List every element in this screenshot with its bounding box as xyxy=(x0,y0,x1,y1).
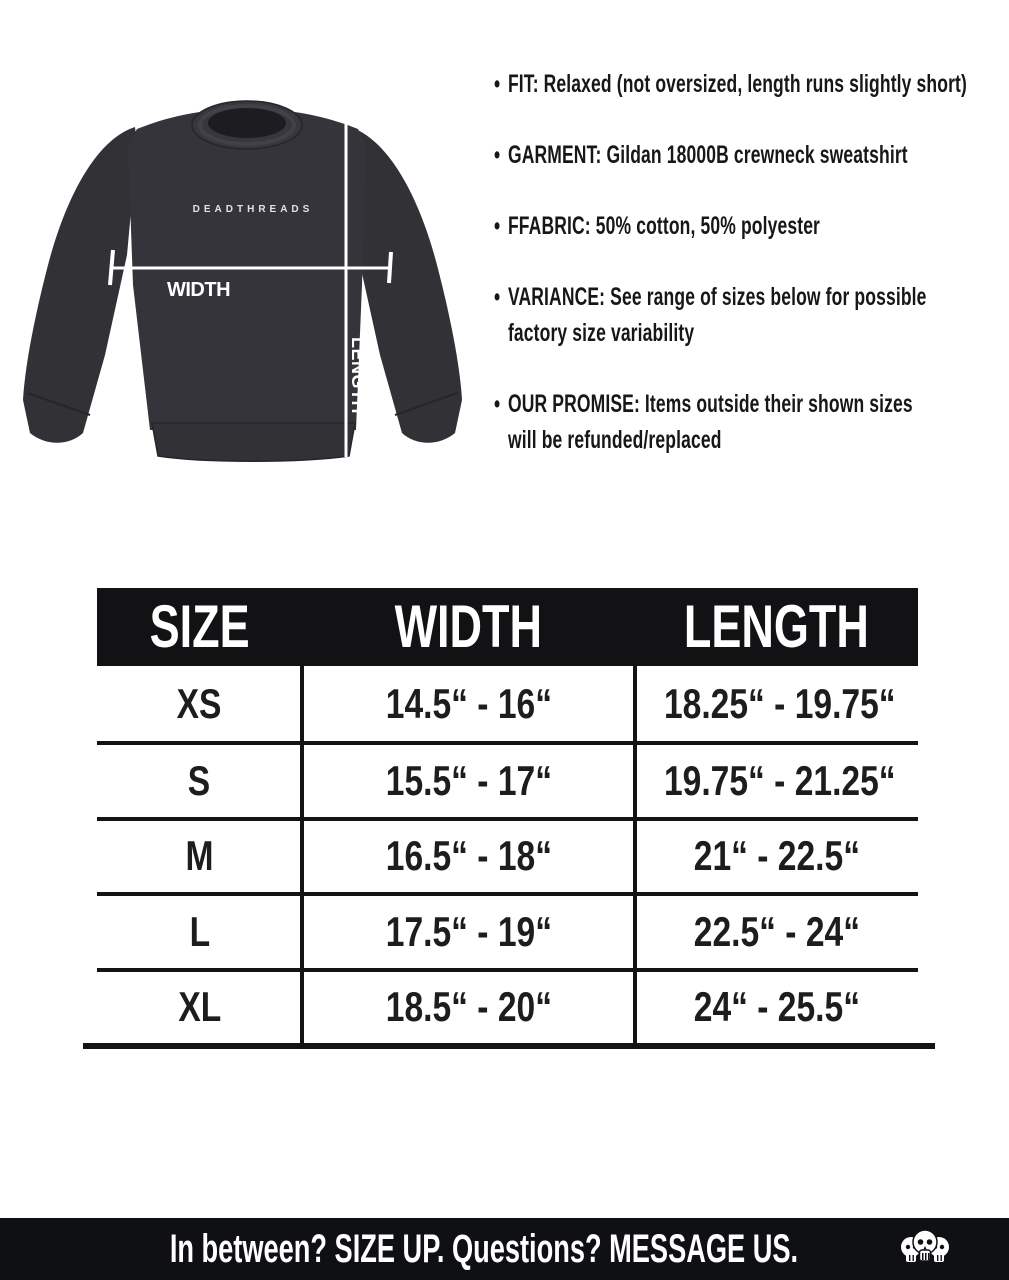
cell-width: 15.5“ - 17“ xyxy=(385,757,552,805)
bullet-text: OUR PROMISE: Items outside their shown sizes xyxy=(507,390,913,418)
width-measure-label: WIDTH xyxy=(167,279,231,301)
list-item-garment xyxy=(494,137,1009,173)
size-table-header xyxy=(97,588,918,666)
bullet-icon: • xyxy=(494,141,501,169)
footer-bar xyxy=(0,1218,1009,1280)
cell-width: 14.5“ - 16“ xyxy=(385,679,552,727)
cell-length: 18.25“ - 19.75“ xyxy=(663,679,896,727)
bullet-icon: • xyxy=(494,212,501,240)
size-table xyxy=(97,588,918,1043)
waistband xyxy=(152,423,355,461)
bullet-text: FFABRIC: 50% cotton, 50% polyester xyxy=(507,212,821,240)
table-row-xl xyxy=(97,968,918,1043)
cell-length: 21“ - 22.5“ xyxy=(693,832,860,880)
cell-length: 22.5“ - 24“ xyxy=(693,907,860,955)
bullet-icon: • xyxy=(494,70,501,98)
brand-print: DEADTHREADS xyxy=(192,204,314,215)
bullet-icon: • xyxy=(494,283,501,311)
list-item-variance xyxy=(494,279,1009,351)
product-details-list xyxy=(494,66,1009,493)
cell-size: L xyxy=(189,907,210,955)
column-divider xyxy=(300,666,304,1043)
bullet-text: GARMENT: Gildan 18000B crewneck sweatshirt xyxy=(507,141,908,169)
column-divider xyxy=(633,666,637,1043)
width-measure-cap-right xyxy=(389,252,391,283)
cell-size: M xyxy=(185,832,214,880)
left-sleeve xyxy=(23,127,137,443)
list-item-fabric xyxy=(494,208,1009,244)
footer-message: In between? SIZE UP. Questions? MESSAGE US. xyxy=(169,1226,799,1271)
cell-width: 16.5“ - 18“ xyxy=(385,832,552,880)
header-cell-length: LENGTH xyxy=(684,593,869,660)
cell-size: XL xyxy=(178,983,221,1031)
bullet-text: VARIANCE: See range of sizes below for possible xyxy=(507,283,927,311)
sweatshirt-illustration xyxy=(0,85,485,465)
list-item-promise xyxy=(494,386,1009,458)
cell-width: 18.5“ - 20“ xyxy=(385,983,552,1031)
cell-width: 17.5“ - 19“ xyxy=(385,907,552,955)
size-table-body xyxy=(97,666,918,1043)
cell-size: XS xyxy=(177,679,222,727)
bullet-icon: • xyxy=(494,390,501,418)
table-row-xs xyxy=(97,666,918,741)
table-row-m xyxy=(97,817,918,892)
three-skulls-logo-icon xyxy=(898,1225,952,1273)
header-cell-size: SIZE xyxy=(149,593,250,660)
cell-length: 24“ - 25.5“ xyxy=(693,983,860,1031)
cell-length: 19.75“ - 21.25“ xyxy=(663,757,896,805)
garment-diagram xyxy=(0,85,485,465)
bullet-text: factory size variability xyxy=(507,319,695,347)
bullet-text: FIT: Relaxed (not oversized, length runs slightly short) xyxy=(507,70,967,98)
header-cell-width: WIDTH xyxy=(394,593,543,660)
cell-size: S xyxy=(188,757,211,805)
table-row-l xyxy=(97,892,918,967)
table-row-s xyxy=(97,741,918,816)
table-bottom-rule xyxy=(83,1043,935,1049)
bullet-text: will be refunded/replaced xyxy=(507,426,722,454)
list-item-fit xyxy=(494,66,1009,102)
length-measure-label: LENGTH xyxy=(348,337,368,414)
collar-opening xyxy=(208,108,286,138)
